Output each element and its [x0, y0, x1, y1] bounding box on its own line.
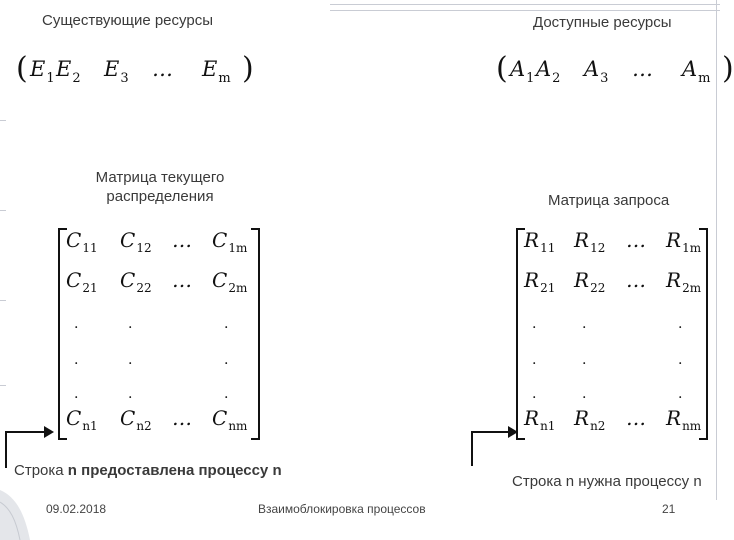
available-vector-term: $A_2$ — [536, 57, 561, 86]
request-matrix-dot: . — [582, 386, 587, 402]
request-matrix-cell: $R_{11}$ — [524, 228, 556, 255]
allocation-caption-mid: предоставлена процессу — [76, 462, 273, 479]
request-matrix-dot: . — [582, 352, 587, 368]
available-vector-term: $A_3$ — [584, 57, 609, 86]
allocation-matrix-cell: $C_{nm}$ — [212, 406, 248, 433]
request-matrix-cell-subscript: 11 — [540, 241, 556, 255]
request-matrix-label: Матрица запроса — [548, 192, 670, 209]
request-matrix-cell-subscript: 2m — [682, 281, 702, 295]
footer-decoration-icon — [0, 486, 40, 540]
top-right-line — [330, 10, 720, 11]
allocation-matrix-cell: $C_{n1}$ — [66, 406, 98, 433]
available-vector-term: … — [632, 57, 653, 81]
request-row-arrow — [462, 420, 522, 470]
left-edge-mark — [0, 120, 6, 121]
allocation-matrix-cell-subscript: 2m — [228, 281, 248, 295]
existing-vector-term-subscript: m — [218, 71, 231, 86]
allocation-matrix-cell: $C_{12}$ — [120, 228, 152, 255]
request-matrix-cell-subscript: nm — [682, 419, 702, 433]
request-matrix-cell: … — [626, 228, 646, 252]
available-vector-term-subscript: 2 — [552, 71, 561, 86]
request-matrix-cell: $R_{1m}$ — [666, 228, 702, 255]
allocation-matrix-cell-subscript: n1 — [82, 419, 98, 433]
request-matrix-dot: . — [678, 386, 683, 402]
existing-vector-term-subscript: 3 — [120, 71, 129, 86]
matrix-right-bracket — [251, 228, 260, 440]
request-matrix-dot: . — [678, 316, 683, 332]
allocation-matrix-dot: . — [224, 316, 229, 332]
allocation-matrix-dot: . — [224, 386, 229, 402]
request-matrix-cell-subscript: n1 — [540, 419, 556, 433]
allocation-matrix-cell: $C_{22}$ — [120, 268, 152, 295]
left-edge-mark — [0, 210, 6, 211]
request-matrix-cell: $R_{2m}$ — [666, 268, 702, 295]
allocation-caption — [14, 462, 282, 479]
allocation-caption-prefix: Строка — [14, 462, 68, 479]
allocation-matrix-cell: $C_{11}$ — [66, 228, 98, 255]
allocation-matrix-cell-subscript: 1m — [228, 241, 248, 255]
allocation-matrix-cell: $C_{21}$ — [66, 268, 98, 295]
request-matrix-dot: . — [532, 386, 537, 402]
allocation-matrix-cell: $C_{2m}$ — [212, 268, 248, 295]
request-caption: Строка n нужна процессу n — [512, 473, 702, 490]
available-vector-term-subscript: 1 — [526, 71, 535, 86]
right-edge-line — [716, 0, 717, 500]
existing-vector-term: $E_2$ — [56, 57, 81, 86]
existing-vector-term: … — [152, 57, 173, 81]
allocation-matrix-cell-subscript: n2 — [136, 419, 152, 433]
existing-vector-term-subscript: 1 — [46, 71, 55, 86]
existing-vector-term: $E_3$ — [104, 57, 129, 86]
request-matrix-dot: . — [532, 352, 537, 368]
allocation-matrix-dot: . — [128, 386, 133, 402]
existing-vector-term: $E_m$ — [202, 57, 231, 86]
request-matrix-cell: … — [626, 268, 646, 292]
available-vector-term-subscript: 3 — [600, 71, 609, 86]
request-matrix-cell: … — [626, 406, 646, 430]
allocation-matrix-label-line2: распределения — [106, 188, 214, 205]
available-vector-close-paren: ) — [722, 51, 734, 86]
request-matrix-dot: . — [678, 352, 683, 368]
request-matrix-cell: $R_{n1}$ — [524, 406, 556, 433]
request-matrix-cell-subscript: 1m — [682, 241, 702, 255]
request-matrix-cell: $R_{22}$ — [574, 268, 606, 295]
footer-title: Взаимоблокировка процессов — [258, 502, 426, 516]
allocation-matrix-cell-subscript: 12 — [136, 241, 152, 255]
request-matrix-cell-subscript: 12 — [590, 241, 606, 255]
available-resources-label: Доступные ресурсы — [533, 14, 672, 31]
allocation-matrix-cell: $C_{n2}$ — [120, 406, 152, 433]
existing-vector-open-paren: ( — [16, 51, 28, 86]
top-right-line-2 — [330, 4, 720, 5]
request-matrix-cell: $R_{nm}$ — [666, 406, 702, 433]
left-edge-mark — [0, 385, 6, 386]
available-vector-open-paren: ( — [496, 51, 508, 86]
allocation-matrix-cell-subscript: nm — [228, 419, 248, 433]
allocation-matrix-cell-subscript: 21 — [82, 281, 98, 295]
allocation-matrix-cell: … — [172, 268, 192, 292]
available-vector-term: $A_m$ — [682, 57, 711, 86]
existing-vector-term: $E_1$ — [30, 57, 55, 86]
allocation-matrix-cell: $C_{1m}$ — [212, 228, 248, 255]
allocation-matrix-label — [70, 168, 250, 206]
request-matrix-dot: . — [582, 316, 587, 332]
allocation-matrix-dot: . — [128, 316, 133, 332]
request-matrix-cell-subscript: 21 — [540, 281, 556, 295]
left-edge-mark — [0, 300, 6, 301]
allocation-matrix-dot: . — [74, 316, 79, 332]
allocation-matrix-cell-subscript: 11 — [82, 241, 98, 255]
available-vector-term: $A_1$ — [510, 57, 535, 86]
existing-resources-label: Существующие ресурсы — [42, 12, 213, 29]
allocation-matrix-dot: . — [74, 352, 79, 368]
existing-vector-term-subscript: 2 — [72, 71, 81, 86]
allocation-caption-n: n — [67, 462, 77, 479]
existing-vector-close-paren: ) — [242, 51, 254, 86]
allocation-matrix — [58, 228, 260, 440]
available-vector-term-subscript: m — [698, 71, 711, 86]
allocation-matrix-dot: . — [224, 352, 229, 368]
request-matrix-cell: $R_{21}$ — [524, 268, 556, 295]
request-matrix-dot: . — [532, 316, 537, 332]
allocation-matrix-cell: … — [172, 228, 192, 252]
request-matrix-cell: $R_{12}$ — [574, 228, 606, 255]
allocation-matrix-label-line1: Матрица текущего — [95, 169, 225, 186]
allocation-matrix-cell-subscript: 22 — [136, 281, 152, 295]
allocation-caption-end: n — [272, 462, 282, 479]
footer-date: 09.02.2018 — [46, 502, 107, 516]
request-matrix-cell-subscript: n2 — [590, 419, 606, 433]
request-matrix-cell-subscript: 22 — [590, 281, 606, 295]
allocation-matrix-dot: . — [74, 386, 79, 402]
allocation-matrix-dot: . — [128, 352, 133, 368]
footer-page-number: 21 — [662, 502, 676, 516]
request-matrix — [516, 228, 708, 440]
request-matrix-cell: $R_{n2}$ — [574, 406, 606, 433]
allocation-matrix-cell: … — [172, 406, 192, 430]
